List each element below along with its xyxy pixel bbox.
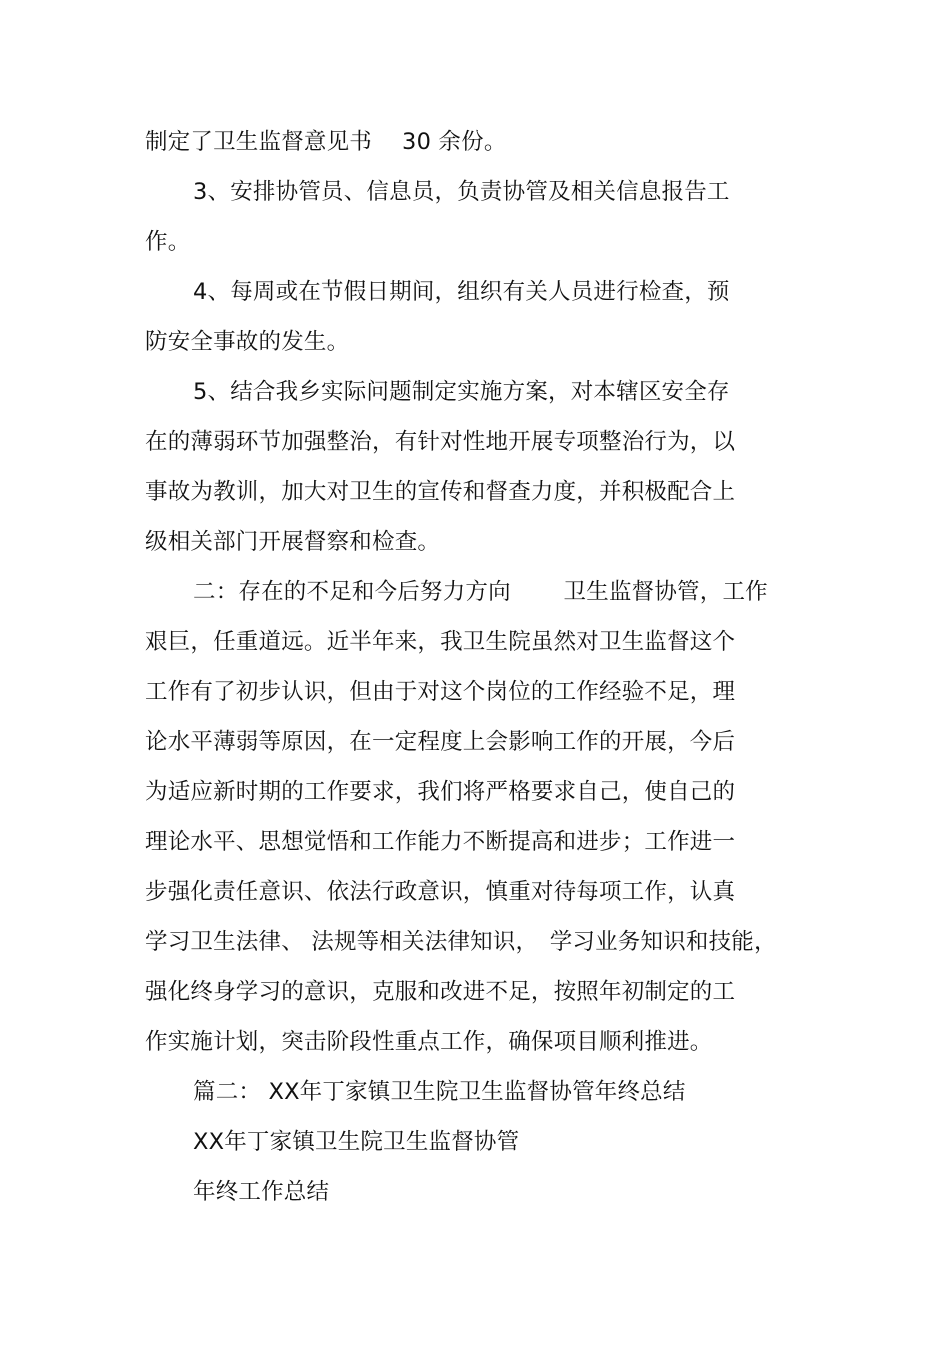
text-line: 5、结合我乡实际问题制定实施方案，对本辖区安全存 [193,379,730,405]
text-line: 为适应新时期的工作要求，我们将严格要求自己，使自己的 [145,779,736,805]
text-line: 理论水平、思想觉悟和工作能力不断提高和进步；工作进一 [145,829,736,855]
text-line: 在的薄弱环节加强整治，有针对性地开展专项整治行为，以 [145,429,736,455]
text-line: 级相关部门开展督察和检查。 [145,529,441,555]
chapter-title: 篇二： XX年丁家镇卫生院卫生监督协管年终总结 [193,1079,686,1105]
text-line: 制定了卫生监督意见书 30 余份。 [145,129,507,155]
text-line: 事故为教训，加大对卫生的宣传和督查力度，并积极配合上 [145,479,736,505]
text-line: 4、每周或在节假日期间，组织有关人员进行检查，预 [193,279,730,305]
text-line: 步强化责任意识、依法行政意识，慎重对待每项工作，认真 [145,879,736,905]
report-title: XX年丁家镇卫生院卫生监督协管 [193,1129,520,1155]
text-line: 3、安排协管员、信息员，负责协管及相关信息报告工 [193,179,730,205]
text-line: 艰巨，任重道远。近半年来，我卫生院虽然对卫生监督这个 [145,629,736,655]
text-line: 作实施计划，突击阶段性重点工作，确保项目顺利推进。 [145,1029,713,1055]
report-subtitle: 年终工作总结 [193,1179,330,1205]
text-line: 防安全事故的发生。 [145,329,350,355]
section-heading-line: 二：存在的不足和今后努力方向 卫生监督协管，工作 [193,579,768,605]
text-line: 工作有了初步认识，但由于对这个岗位的工作经验不足，理 [145,679,736,705]
text-line: 论水平薄弱等原因，在一定程度上会影响工作的开展，今后 [145,729,736,755]
text-line: 学习卫生法律、 法规等相关法律知识， 学习业务知识和技能， [145,929,777,955]
text-line: 强化终身学习的意识，克服和改进不足，按照年初制定的工 [145,979,736,1005]
text-line: 作。 [145,229,191,255]
